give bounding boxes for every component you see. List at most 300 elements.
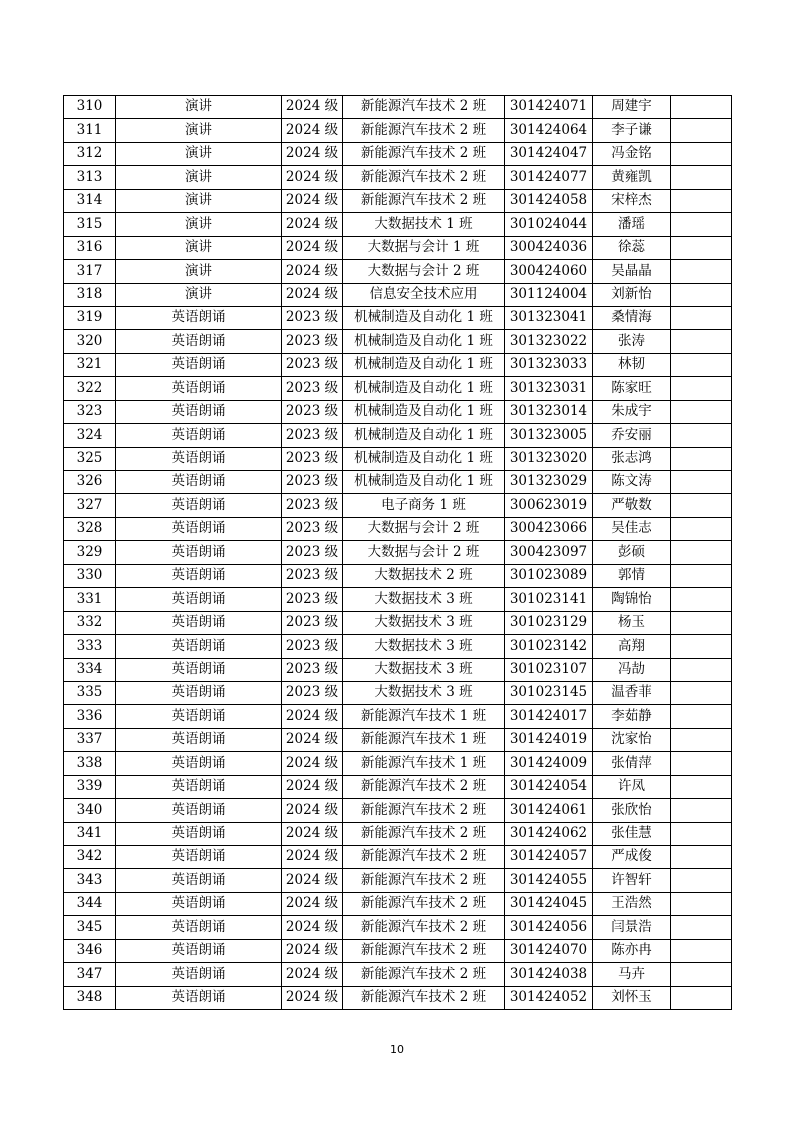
- student-name-cell: 彭硕: [593, 541, 671, 564]
- remark-cell: [671, 799, 732, 822]
- remark-cell: [671, 447, 732, 470]
- remark-cell: [671, 166, 732, 189]
- event-cell: 英语朗诵: [116, 471, 282, 494]
- student-id-cell: 301424054: [505, 775, 593, 798]
- grade-cell: 2023 级: [282, 400, 343, 423]
- row-number-cell: 317: [64, 260, 116, 283]
- remark-cell: [671, 471, 732, 494]
- remark-cell: [671, 846, 732, 869]
- student-id-cell: 301424057: [505, 846, 593, 869]
- grade-cell: 2024 级: [282, 799, 343, 822]
- class-cell: 机械制造及自动化 1 班: [343, 447, 505, 470]
- class-cell: 新能源汽车技术 1 班: [343, 705, 505, 728]
- student-name-cell: 马卉: [593, 963, 671, 986]
- table-row: [64, 752, 732, 775]
- event-cell: 演讲: [116, 119, 282, 142]
- grade-cell: 2024 级: [282, 775, 343, 798]
- class-cell: 新能源汽车技术 1 班: [343, 728, 505, 751]
- event-cell: 英语朗诵: [116, 588, 282, 611]
- student-name-cell: 张倩萍: [593, 752, 671, 775]
- grade-cell: 2024 级: [282, 705, 343, 728]
- table-row: [64, 775, 732, 798]
- table-row: [64, 658, 732, 681]
- student-id-cell: 301424077: [505, 166, 593, 189]
- student-name-cell: 宋梓杰: [593, 189, 671, 212]
- event-cell: 英语朗诵: [116, 846, 282, 869]
- student-id-cell: 301323033: [505, 353, 593, 376]
- event-cell: 英语朗诵: [116, 447, 282, 470]
- table-row: [64, 892, 732, 915]
- event-cell: 英语朗诵: [116, 400, 282, 423]
- event-cell: 英语朗诵: [116, 916, 282, 939]
- student-name-cell: 杨玉: [593, 611, 671, 634]
- grade-cell: 2024 级: [282, 822, 343, 845]
- remark-cell: [671, 189, 732, 212]
- grade-cell: 2024 级: [282, 236, 343, 259]
- event-cell: 英语朗诵: [116, 517, 282, 540]
- class-cell: 机械制造及自动化 1 班: [343, 424, 505, 447]
- student-id-cell: 301323005: [505, 424, 593, 447]
- class-cell: 新能源汽车技术 2 班: [343, 939, 505, 962]
- grade-cell: 2023 级: [282, 353, 343, 376]
- student-name-cell: 李茹静: [593, 705, 671, 728]
- row-number-cell: 323: [64, 400, 116, 423]
- remark-cell: [671, 400, 732, 423]
- class-cell: 大数据技术 3 班: [343, 658, 505, 681]
- student-name-cell: 徐蕊: [593, 236, 671, 259]
- grade-cell: 2023 级: [282, 471, 343, 494]
- student-name-cell: 许智轩: [593, 869, 671, 892]
- grade-cell: 2024 级: [282, 166, 343, 189]
- class-cell: 大数据与会计 2 班: [343, 517, 505, 540]
- grade-cell: 2024 级: [282, 119, 343, 142]
- grade-cell: 2023 级: [282, 424, 343, 447]
- remark-cell: [671, 986, 732, 1009]
- student-id-cell: 301424056: [505, 916, 593, 939]
- grade-cell: 2024 级: [282, 142, 343, 165]
- grade-cell: 2024 级: [282, 283, 343, 306]
- grade-cell: 2023 级: [282, 564, 343, 587]
- class-cell: 机械制造及自动化 1 班: [343, 471, 505, 494]
- remark-cell: [671, 963, 732, 986]
- student-name-cell: 陈文涛: [593, 471, 671, 494]
- student-id-cell: 301323020: [505, 447, 593, 470]
- student-id-cell: 301424055: [505, 869, 593, 892]
- class-cell: 机械制造及自动化 1 班: [343, 377, 505, 400]
- remark-cell: [671, 728, 732, 751]
- row-number-cell: 324: [64, 424, 116, 447]
- remark-cell: [671, 260, 732, 283]
- class-cell: 机械制造及自动化 1 班: [343, 330, 505, 353]
- event-cell: 英语朗诵: [116, 822, 282, 845]
- grade-cell: 2023 级: [282, 681, 343, 704]
- table-row: [64, 939, 732, 962]
- event-cell: 演讲: [116, 142, 282, 165]
- student-name-cell: 李子谦: [593, 119, 671, 142]
- class-cell: 大数据技术 1 班: [343, 213, 505, 236]
- table-row: [64, 564, 732, 587]
- class-cell: 新能源汽车技术 2 班: [343, 142, 505, 165]
- remark-cell: [671, 377, 732, 400]
- student-name-cell: 严敬数: [593, 494, 671, 517]
- student-id-cell: 301424009: [505, 752, 593, 775]
- table-row: [64, 869, 732, 892]
- student-id-cell: 301023145: [505, 681, 593, 704]
- event-cell: 英语朗诵: [116, 939, 282, 962]
- row-number-cell: 331: [64, 588, 116, 611]
- student-id-cell: 301424061: [505, 799, 593, 822]
- student-id-cell: 301323031: [505, 377, 593, 400]
- class-cell: 新能源汽车技术 2 班: [343, 799, 505, 822]
- event-cell: 英语朗诵: [116, 494, 282, 517]
- event-cell: 英语朗诵: [116, 635, 282, 658]
- grade-cell: 2023 级: [282, 330, 343, 353]
- event-cell: 英语朗诵: [116, 963, 282, 986]
- remark-cell: [671, 939, 732, 962]
- grade-cell: 2024 级: [282, 963, 343, 986]
- event-cell: 英语朗诵: [116, 330, 282, 353]
- student-id-cell: 301023129: [505, 611, 593, 634]
- student-id-cell: 301323041: [505, 306, 593, 329]
- student-name-cell: 冯劼: [593, 658, 671, 681]
- student-name-cell: 陶锦怡: [593, 588, 671, 611]
- student-name-cell: 乔安丽: [593, 424, 671, 447]
- table-row: [64, 424, 732, 447]
- table-row: [64, 260, 732, 283]
- class-cell: 新能源汽车技术 2 班: [343, 986, 505, 1009]
- remark-cell: [671, 564, 732, 587]
- class-cell: 新能源汽车技术 2 班: [343, 189, 505, 212]
- page-number: 10: [390, 1043, 404, 1056]
- student-name-cell: 闫景浩: [593, 916, 671, 939]
- table-row: [64, 471, 732, 494]
- grade-cell: 2023 级: [282, 541, 343, 564]
- event-cell: 英语朗诵: [116, 611, 282, 634]
- row-number-cell: 319: [64, 306, 116, 329]
- table-row: [64, 353, 732, 376]
- row-number-cell: 322: [64, 377, 116, 400]
- grade-cell: 2024 级: [282, 96, 343, 119]
- row-number-cell: 310: [64, 96, 116, 119]
- table-row: [64, 846, 732, 869]
- grade-cell: 2024 级: [282, 916, 343, 939]
- event-cell: 英语朗诵: [116, 424, 282, 447]
- class-cell: 新能源汽车技术 2 班: [343, 775, 505, 798]
- event-cell: 英语朗诵: [116, 564, 282, 587]
- student-name-cell: 张志鸿: [593, 447, 671, 470]
- student-name-cell: 吴佳志: [593, 517, 671, 540]
- table-row: [64, 681, 732, 704]
- student-name-cell: 冯金铭: [593, 142, 671, 165]
- remark-cell: [671, 588, 732, 611]
- class-cell: 大数据技术 2 班: [343, 564, 505, 587]
- row-number-cell: 340: [64, 799, 116, 822]
- table-row: [64, 494, 732, 517]
- row-number-cell: 337: [64, 728, 116, 751]
- event-cell: 英语朗诵: [116, 752, 282, 775]
- row-number-cell: 344: [64, 892, 116, 915]
- event-cell: 英语朗诵: [116, 869, 282, 892]
- remark-cell: [671, 752, 732, 775]
- row-number-cell: 316: [64, 236, 116, 259]
- student-name-cell: 郭情: [593, 564, 671, 587]
- table-row: [64, 705, 732, 728]
- row-number-cell: 326: [64, 471, 116, 494]
- student-id-cell: 301323014: [505, 400, 593, 423]
- event-cell: 英语朗诵: [116, 986, 282, 1009]
- student-id-cell: 300623019: [505, 494, 593, 517]
- student-id-cell: 301424058: [505, 189, 593, 212]
- row-number-cell: 334: [64, 658, 116, 681]
- remark-cell: [671, 306, 732, 329]
- row-number-cell: 348: [64, 986, 116, 1009]
- student-name-cell: 林韧: [593, 353, 671, 376]
- grade-cell: 2023 级: [282, 635, 343, 658]
- grade-cell: 2024 级: [282, 213, 343, 236]
- event-cell: 演讲: [116, 189, 282, 212]
- grade-cell: 2024 级: [282, 939, 343, 962]
- student-id-cell: 301023141: [505, 588, 593, 611]
- row-number-cell: 347: [64, 963, 116, 986]
- row-number-cell: 311: [64, 119, 116, 142]
- student-id-cell: 301023107: [505, 658, 593, 681]
- student-name-cell: 刘新怡: [593, 283, 671, 306]
- event-cell: 演讲: [116, 166, 282, 189]
- row-number-cell: 332: [64, 611, 116, 634]
- table-row: [64, 142, 732, 165]
- remark-cell: [671, 142, 732, 165]
- remark-cell: [671, 424, 732, 447]
- class-cell: 电子商务 1 班: [343, 494, 505, 517]
- student-id-cell: 301424071: [505, 96, 593, 119]
- student-name-cell: 陈家旺: [593, 377, 671, 400]
- remark-cell: [671, 611, 732, 634]
- class-cell: 新能源汽车技术 2 班: [343, 166, 505, 189]
- table-row: [64, 213, 732, 236]
- row-number-cell: 320: [64, 330, 116, 353]
- class-cell: 大数据技术 3 班: [343, 611, 505, 634]
- table-row: [64, 400, 732, 423]
- student-id-cell: 301023142: [505, 635, 593, 658]
- event-cell: 英语朗诵: [116, 541, 282, 564]
- row-number-cell: 345: [64, 916, 116, 939]
- table-row: [64, 541, 732, 564]
- row-number-cell: 329: [64, 541, 116, 564]
- student-name-cell: 严成俊: [593, 846, 671, 869]
- row-number-cell: 315: [64, 213, 116, 236]
- class-cell: 大数据与会计 1 班: [343, 236, 505, 259]
- event-cell: 英语朗诵: [116, 775, 282, 798]
- remark-cell: [671, 635, 732, 658]
- grade-cell: 2023 级: [282, 377, 343, 400]
- class-cell: 机械制造及自动化 1 班: [343, 400, 505, 423]
- grade-cell: 2023 级: [282, 611, 343, 634]
- grade-cell: 2023 级: [282, 588, 343, 611]
- event-cell: 英语朗诵: [116, 658, 282, 681]
- grade-cell: 2024 级: [282, 986, 343, 1009]
- student-id-cell: 301424064: [505, 119, 593, 142]
- grade-cell: 2024 级: [282, 869, 343, 892]
- student-id-cell: 301323029: [505, 471, 593, 494]
- remark-cell: [671, 119, 732, 142]
- student-name-cell: 温香菲: [593, 681, 671, 704]
- row-number-cell: 321: [64, 353, 116, 376]
- student-name-cell: 沈家怡: [593, 728, 671, 751]
- remark-cell: [671, 541, 732, 564]
- row-number-cell: 330: [64, 564, 116, 587]
- student-name-cell: 黄雍凯: [593, 166, 671, 189]
- student-id-cell: 301424052: [505, 986, 593, 1009]
- student-id-cell: 300423066: [505, 517, 593, 540]
- event-cell: 英语朗诵: [116, 892, 282, 915]
- table-row: [64, 283, 732, 306]
- row-number-cell: 336: [64, 705, 116, 728]
- table-row: [64, 447, 732, 470]
- table-row: [64, 166, 732, 189]
- row-number-cell: 342: [64, 846, 116, 869]
- class-cell: 机械制造及自动化 1 班: [343, 353, 505, 376]
- event-cell: 英语朗诵: [116, 728, 282, 751]
- event-cell: 演讲: [116, 283, 282, 306]
- class-cell: 大数据技术 3 班: [343, 588, 505, 611]
- student-id-cell: 300423097: [505, 541, 593, 564]
- remark-cell: [671, 916, 732, 939]
- event-cell: 演讲: [116, 96, 282, 119]
- grade-cell: 2023 级: [282, 517, 343, 540]
- grade-cell: 2023 级: [282, 658, 343, 681]
- table-row: [64, 96, 732, 119]
- student-id-cell: 301424045: [505, 892, 593, 915]
- remark-cell: [671, 869, 732, 892]
- table-row: [64, 588, 732, 611]
- class-cell: 新能源汽车技术 2 班: [343, 822, 505, 845]
- event-cell: 英语朗诵: [116, 306, 282, 329]
- row-number-cell: 335: [64, 681, 116, 704]
- table-row: [64, 822, 732, 845]
- student-name-cell: 许凤: [593, 775, 671, 798]
- student-name-cell: 刘怀玉: [593, 986, 671, 1009]
- class-cell: 大数据与会计 2 班: [343, 541, 505, 564]
- table-row: [64, 916, 732, 939]
- remark-cell: [671, 353, 732, 376]
- table-row: [64, 963, 732, 986]
- class-cell: 大数据与会计 2 班: [343, 260, 505, 283]
- student-name-cell: 王浩然: [593, 892, 671, 915]
- table-row: [64, 799, 732, 822]
- student-id-cell: 301023089: [505, 564, 593, 587]
- event-cell: 演讲: [116, 213, 282, 236]
- table-row: [64, 517, 732, 540]
- remark-cell: [671, 96, 732, 119]
- row-number-cell: 312: [64, 142, 116, 165]
- remark-cell: [671, 494, 732, 517]
- row-number-cell: 343: [64, 869, 116, 892]
- student-id-cell: 301424038: [505, 963, 593, 986]
- student-id-cell: 300424060: [505, 260, 593, 283]
- student-id-cell: 301424019: [505, 728, 593, 751]
- student-name-cell: 陈亦冉: [593, 939, 671, 962]
- remark-cell: [671, 681, 732, 704]
- grade-cell: 2023 级: [282, 306, 343, 329]
- student-id-cell: 301024044: [505, 213, 593, 236]
- remark-cell: [671, 822, 732, 845]
- class-cell: 大数据技术 3 班: [343, 681, 505, 704]
- class-cell: 新能源汽车技术 2 班: [343, 892, 505, 915]
- row-number-cell: 338: [64, 752, 116, 775]
- grade-cell: 2024 级: [282, 728, 343, 751]
- student-name-cell: 潘瑶: [593, 213, 671, 236]
- event-cell: 演讲: [116, 236, 282, 259]
- class-cell: 新能源汽车技术 2 班: [343, 916, 505, 939]
- row-number-cell: 318: [64, 283, 116, 306]
- remark-cell: [671, 236, 732, 259]
- table-row: [64, 330, 732, 353]
- table-row: [64, 189, 732, 212]
- class-cell: 新能源汽车技术 1 班: [343, 752, 505, 775]
- row-number-cell: 328: [64, 517, 116, 540]
- table-row: [64, 119, 732, 142]
- grade-cell: 2024 级: [282, 752, 343, 775]
- student-name-cell: 吴晶晶: [593, 260, 671, 283]
- table-row: [64, 728, 732, 751]
- table-row: [64, 236, 732, 259]
- event-cell: 演讲: [116, 260, 282, 283]
- event-cell: 英语朗诵: [116, 799, 282, 822]
- student-name-cell: 高翔: [593, 635, 671, 658]
- row-number-cell: 341: [64, 822, 116, 845]
- student-id-cell: 301323022: [505, 330, 593, 353]
- remark-cell: [671, 775, 732, 798]
- student-id-cell: 300424036: [505, 236, 593, 259]
- class-cell: 机械制造及自动化 1 班: [343, 306, 505, 329]
- class-cell: 大数据技术 3 班: [343, 635, 505, 658]
- class-cell: 新能源汽车技术 2 班: [343, 846, 505, 869]
- student-name-cell: 张欣怡: [593, 799, 671, 822]
- student-id-cell: 301124004: [505, 283, 593, 306]
- row-number-cell: 325: [64, 447, 116, 470]
- student-name-cell: 张佳慧: [593, 822, 671, 845]
- remark-cell: [671, 330, 732, 353]
- student-id-cell: 301424062: [505, 822, 593, 845]
- class-cell: 新能源汽车技术 2 班: [343, 963, 505, 986]
- row-number-cell: 327: [64, 494, 116, 517]
- event-cell: 英语朗诵: [116, 681, 282, 704]
- student-name-cell: 桑情海: [593, 306, 671, 329]
- class-cell: 新能源汽车技术 2 班: [343, 869, 505, 892]
- student-id-cell: 301424017: [505, 705, 593, 728]
- remark-cell: [671, 283, 732, 306]
- grade-cell: 2024 级: [282, 189, 343, 212]
- row-number-cell: 333: [64, 635, 116, 658]
- remark-cell: [671, 892, 732, 915]
- table-row: [64, 635, 732, 658]
- row-number-cell: 346: [64, 939, 116, 962]
- table-row: [64, 306, 732, 329]
- remark-cell: [671, 213, 732, 236]
- grade-cell: 2024 级: [282, 892, 343, 915]
- grade-cell: 2024 级: [282, 260, 343, 283]
- grade-cell: 2024 级: [282, 846, 343, 869]
- event-cell: 英语朗诵: [116, 353, 282, 376]
- student-name-cell: 周建宇: [593, 96, 671, 119]
- student-id-cell: 301424047: [505, 142, 593, 165]
- row-number-cell: 314: [64, 189, 116, 212]
- remark-cell: [671, 705, 732, 728]
- remark-cell: [671, 658, 732, 681]
- roster-table: [63, 95, 732, 1010]
- grade-cell: 2023 级: [282, 494, 343, 517]
- class-cell: 新能源汽车技术 2 班: [343, 96, 505, 119]
